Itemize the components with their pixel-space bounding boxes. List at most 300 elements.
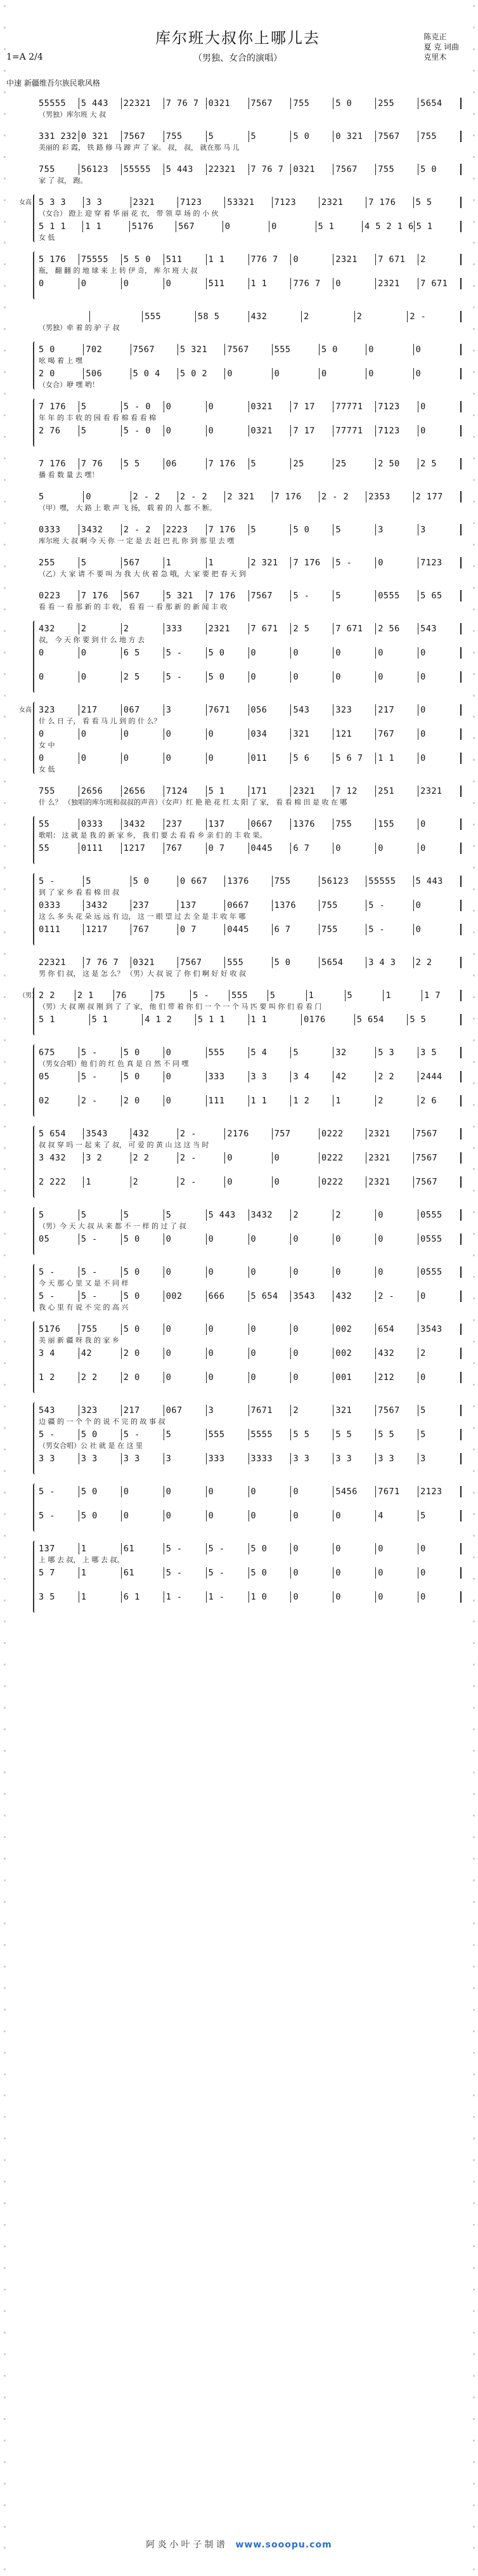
staff-line	[37, 1011, 462, 1025]
measure: 0	[414, 900, 462, 911]
measure: 42	[333, 1071, 376, 1082]
border-dot	[473, 695, 475, 697]
border-dot	[473, 1126, 475, 1127]
measure: 1217	[84, 924, 131, 935]
staff-line	[37, 1426, 462, 1440]
border-dot	[473, 910, 475, 912]
measure: 0	[249, 1372, 292, 1383]
measure: 1 0	[249, 1591, 292, 1603]
measure: 3 3	[79, 1453, 122, 1464]
staff-line	[37, 1044, 462, 1058]
score-system	[37, 954, 462, 978]
border-dot	[4, 1879, 6, 1881]
border-dot	[4, 630, 6, 632]
border-dot	[473, 608, 475, 610]
border-dot	[4, 1254, 6, 1256]
measure: 2 -	[376, 1291, 418, 1302]
measure: 0	[291, 1372, 333, 1383]
border-dot	[4, 501, 6, 503]
measure: 7567	[178, 957, 225, 968]
border-dot	[473, 975, 475, 976]
staff-line	[37, 1174, 462, 1188]
border-dot	[4, 2159, 6, 2161]
measure: 5 -	[37, 1486, 79, 1497]
measure: 567	[176, 221, 223, 232]
lyric-line: （男独）库尔班 大 叔	[39, 110, 106, 119]
measure: 55	[37, 818, 79, 830]
border-dot	[4, 2030, 6, 2032]
measure: 5	[418, 1429, 462, 1440]
measure: 432	[131, 1128, 178, 1140]
border-dot	[473, 1815, 475, 1817]
border-dot	[473, 2159, 475, 2161]
measure: 111	[207, 1095, 249, 1107]
measure: 5	[291, 1047, 333, 1058]
border-dot	[4, 1082, 6, 1084]
measure: 755	[376, 164, 418, 175]
border-dot	[4, 608, 6, 610]
border-dot	[4, 2310, 6, 2312]
measure: 5	[84, 876, 131, 887]
measure: 137	[37, 1543, 79, 1554]
lyric-line	[37, 1245, 462, 1255]
staff-line	[37, 341, 462, 355]
measure: 666	[207, 1291, 249, 1302]
border-dot	[4, 199, 6, 201]
border-dot	[473, 2396, 475, 2398]
border-dot	[473, 113, 475, 115]
measure: 0	[418, 1567, 462, 1579]
measure: 5 0	[418, 164, 462, 175]
border-dot	[473, 2440, 475, 2441]
lyric-line: 这 么 多 头 花 朵 远 远 有 边， 这 一 眼 望 过 去 全 是 丰 收 年 哪	[39, 912, 246, 921]
border-dot	[473, 1858, 475, 1860]
lyric-line	[37, 1521, 462, 1532]
measure: 0	[207, 1348, 249, 1359]
border-dot	[4, 2461, 6, 2463]
measure: 4 5 2 1 6	[363, 221, 415, 232]
measure: 0	[164, 1486, 207, 1497]
measure: 0321	[131, 957, 178, 968]
border-dot	[473, 1922, 475, 1924]
score-system	[37, 1207, 462, 1255]
measure: 0	[320, 368, 366, 379]
border-dot	[4, 178, 6, 180]
border-dot	[4, 2289, 6, 2290]
measure: 755	[333, 818, 376, 830]
measure: 5 -	[207, 1567, 249, 1579]
measure: 0111	[37, 924, 84, 935]
measure: 212	[376, 1372, 418, 1383]
measure: 5 0	[79, 1486, 122, 1497]
measure: 2321	[131, 197, 178, 208]
measure: 0333	[37, 524, 79, 536]
measure: 0	[225, 1176, 272, 1188]
measure: 7671	[207, 704, 249, 716]
lyric-line: 今 天 那 心 里 又 是 不 同 样	[39, 1279, 129, 1287]
measure: 001	[333, 1372, 376, 1383]
staff-line	[37, 621, 462, 634]
border-dot	[4, 1449, 6, 1450]
staff-line	[37, 308, 462, 322]
measure: 755	[164, 131, 207, 142]
measure: 555	[207, 1047, 249, 1058]
border-dot	[4, 780, 6, 782]
measure: 0	[207, 1324, 249, 1335]
measure: 61	[122, 1543, 164, 1554]
measure: 2 - 2	[178, 491, 225, 503]
measure: 5 -	[79, 1291, 122, 1302]
border-dot	[4, 414, 6, 416]
measure: 3 5	[37, 1591, 79, 1603]
measure: 2321	[366, 1152, 413, 1164]
measure: 1 -	[164, 1591, 207, 1603]
measure: 0	[207, 1486, 249, 1497]
score-system	[37, 161, 462, 185]
border-dot	[4, 1944, 6, 1946]
measure: 0555	[418, 1233, 462, 1245]
border-dot	[4, 2116, 6, 2118]
measure: 02	[37, 1095, 79, 1107]
measure: 0333	[79, 818, 122, 830]
border-dot	[473, 2052, 475, 2054]
border-dot	[4, 48, 6, 50]
measure: 3	[418, 524, 462, 536]
measure: 0	[207, 425, 249, 437]
measure: 0	[418, 843, 462, 854]
measure: 0	[79, 752, 122, 764]
border-dot	[473, 867, 475, 869]
staff-line	[37, 522, 462, 536]
measure: 255	[376, 98, 418, 109]
border-dot	[473, 1449, 475, 1450]
measure: 237	[164, 818, 207, 830]
measure: 1 -	[207, 1591, 249, 1603]
measure: 5 -	[79, 1047, 122, 1058]
measure: 5 -	[366, 900, 413, 911]
measure: 0	[418, 728, 462, 740]
measure: 0	[79, 728, 122, 740]
measure: 0	[333, 1266, 376, 1278]
measure: 0	[164, 728, 207, 740]
measure: 0	[333, 1543, 376, 1554]
measure: 3	[207, 1405, 249, 1416]
lyric-line: 到 了 家 乡 看 看 棉 田 叔	[39, 888, 119, 897]
border-dot	[4, 737, 6, 739]
measure: 5 1	[207, 785, 249, 797]
credit-line: 夏 克 词曲	[423, 43, 459, 51]
measure: 0222	[320, 1152, 366, 1164]
measure: 432	[333, 1291, 376, 1302]
measure: 755	[291, 98, 333, 109]
measure: 5456	[333, 1486, 376, 1497]
measure: 5 5	[414, 197, 462, 208]
left-dotted-border	[1, 0, 8, 2576]
measure: 0222	[320, 1128, 366, 1140]
footer-brand: 阿 炎 小 叶 子 制 谱	[146, 2540, 225, 2550]
measure: 543	[37, 1405, 79, 1416]
lyric-line	[37, 1082, 462, 1093]
measure: 2353	[366, 491, 413, 503]
score-system	[19, 702, 462, 774]
border-dot	[473, 479, 475, 481]
border-dot	[4, 1642, 6, 1644]
measure: 002	[333, 1348, 376, 1359]
measure: 0	[418, 704, 462, 716]
measure: 5 0	[333, 98, 376, 109]
staff-line	[37, 987, 462, 1001]
measure: 3	[164, 704, 207, 716]
measure: 2 -	[408, 311, 462, 322]
staff-line	[37, 840, 462, 854]
measure: 3 2	[84, 1152, 131, 1164]
score-system	[19, 987, 462, 1035]
lyric-line: 瓶， 翻 翻 的 地 球 来 上 转 伊 奇， 库 尔 班 大 叔	[39, 266, 198, 275]
lyric-line	[37, 1579, 462, 1589]
border-dot	[4, 1061, 6, 1063]
measure: 2	[291, 1209, 333, 1221]
measure: 5555	[249, 1429, 292, 1440]
measure: 2321	[333, 254, 376, 265]
staff-line	[37, 1589, 462, 1603]
border-dot	[473, 2504, 475, 2506]
measure: 55	[37, 843, 79, 854]
measure: 2444	[418, 1071, 462, 1082]
border-dot	[473, 2526, 475, 2528]
border-dot	[473, 2461, 475, 2463]
measure: 5 -	[79, 1071, 122, 1082]
staff-line	[37, 1450, 462, 1464]
staff-line	[37, 1321, 462, 1335]
measure: 55555	[122, 164, 164, 175]
measure: 1 1	[376, 752, 418, 764]
border-dot	[4, 759, 6, 761]
measure: 3	[376, 524, 418, 536]
measure: 237	[131, 900, 178, 911]
credit-line: 克里木	[423, 53, 447, 62]
measure: 5 -	[164, 1567, 207, 1579]
measure: 0	[333, 843, 376, 854]
measure: 067	[164, 1405, 207, 1416]
staff-line	[37, 588, 462, 601]
measure: 7 176	[366, 197, 413, 208]
measure: 3 4	[291, 1071, 333, 1082]
measure: 567	[122, 590, 164, 601]
border-dot	[4, 1556, 6, 1558]
measure: 0	[333, 1510, 376, 1521]
border-dot	[473, 1535, 475, 1537]
measure: 702	[84, 344, 131, 355]
border-dot	[473, 2353, 475, 2355]
measure: 4	[376, 1510, 418, 1521]
score-system	[37, 251, 462, 299]
border-dot	[4, 1664, 6, 1666]
lyric-line	[37, 437, 462, 447]
score-system	[37, 1402, 462, 1475]
border-dot	[4, 1535, 6, 1537]
measure: 3 3	[376, 1453, 418, 1464]
measure: 0	[207, 1372, 249, 1383]
measure: 0	[366, 368, 413, 379]
measure: 0 321	[333, 131, 376, 142]
border-dot	[473, 1039, 475, 1041]
page-subtitle: （男独、女合的演唱）	[193, 53, 282, 63]
border-dot	[4, 27, 6, 29]
border-dot	[473, 1190, 475, 1192]
measure: 7 17	[291, 401, 333, 412]
lyric-line: 男 你 们 叔， 这 是 怎 么？ （男）大 叔 说 了 你 们 啊 好 好 收 叔	[39, 969, 246, 978]
lyric-line	[37, 1383, 462, 1393]
border-dot	[473, 1018, 475, 1020]
measure: 0	[207, 1233, 249, 1245]
measure: 05	[37, 1233, 79, 1245]
lyric-line: （男）大 叔 刚 叔 刚 到 了 了 家， 他 们 带 着 你 们 一 个 一 个 马 匹 要 叫 你 们 看 看 门	[39, 1002, 322, 1011]
staff-line	[37, 921, 462, 935]
border-dot	[473, 1147, 475, 1149]
measure: 61	[122, 1567, 164, 1579]
measure: 7123	[376, 401, 418, 412]
lyric-line: 吆 喝 着 上 嘿	[39, 357, 82, 365]
lyric-line	[37, 854, 462, 864]
border-dot	[4, 2202, 6, 2204]
border-dot	[473, 27, 475, 29]
border-dot	[473, 1254, 475, 1256]
measure: 2	[302, 311, 355, 322]
measure: 002	[164, 1291, 207, 1302]
measure: 0	[207, 401, 249, 412]
measure: 2	[79, 623, 122, 634]
measure: 0	[376, 843, 418, 854]
measure: 2 321	[225, 491, 272, 503]
border-dot	[4, 1405, 6, 1407]
border-dot	[4, 350, 6, 352]
border-dot	[4, 2440, 6, 2441]
border-dot	[473, 1966, 475, 1968]
measure: 0	[273, 368, 320, 379]
measure: 2	[376, 1095, 418, 1107]
border-dot	[473, 156, 475, 158]
measure: 555	[225, 957, 272, 968]
measure: 5 5	[333, 1429, 376, 1440]
measure: 5 -	[79, 1266, 122, 1278]
measure: 2321	[320, 197, 366, 208]
measure: 25	[333, 458, 376, 470]
measure: 0	[122, 1510, 164, 1521]
border-dot	[4, 2332, 6, 2334]
measure: 7567	[414, 1176, 462, 1188]
measure: 3 4	[37, 1348, 79, 1359]
measure: 5 0	[291, 131, 333, 142]
staff-line	[37, 365, 462, 379]
border-dot	[4, 393, 6, 395]
measure: 2	[122, 623, 164, 634]
measure: 22321	[122, 98, 164, 109]
measure: 2 1	[75, 990, 114, 1001]
border-dot	[473, 1685, 475, 1687]
measure: 155	[376, 818, 418, 830]
measure: 5 0	[207, 671, 249, 683]
staff-line	[37, 456, 462, 470]
measure: 0	[37, 671, 79, 683]
lyric-line: 女 低	[39, 233, 55, 242]
measure: 3 5	[418, 1047, 462, 1058]
measure: 0	[207, 1266, 249, 1278]
measure: 0	[84, 491, 131, 503]
border-dot	[473, 135, 475, 136]
measure: 755	[37, 785, 79, 797]
measure: 5 0	[273, 957, 320, 968]
score-system	[37, 489, 462, 513]
measure: 1217	[122, 843, 164, 854]
measure: 5 -	[122, 1429, 164, 1440]
measure: 77771	[333, 401, 376, 412]
measure: 5 0	[79, 1429, 122, 1440]
measure: 5 1 1	[196, 1014, 249, 1025]
measure: 0	[333, 1567, 376, 1579]
measure: 0	[164, 1095, 207, 1107]
border-dot	[4, 306, 6, 308]
measure: 0	[333, 647, 376, 659]
measure: 1376	[225, 876, 272, 887]
measure: 5	[37, 1209, 79, 1221]
measure: 333	[207, 1453, 249, 1464]
measure: 7567	[333, 164, 376, 175]
measure: 7 76 7	[164, 98, 207, 109]
border-dot	[4, 910, 6, 912]
border-dot	[473, 630, 475, 632]
staff-line	[37, 489, 462, 503]
measure: 0176	[302, 1014, 355, 1025]
border-dot	[473, 759, 475, 761]
lyric-line	[37, 1164, 462, 1174]
lyric-line: （男独）牵 着 的 驴 子 叔	[39, 324, 120, 332]
measure: 3 3	[122, 1453, 164, 1464]
border-dot	[473, 1384, 475, 1386]
staff-line	[37, 1345, 462, 1359]
staff-line	[37, 275, 462, 289]
right-dotted-border	[470, 0, 477, 2576]
measure: 5 -	[164, 1543, 207, 1554]
border-dot	[473, 2332, 475, 2334]
border-dot	[473, 1341, 475, 1343]
border-dot	[473, 1771, 475, 1773]
border-dot	[4, 5, 6, 7]
border-dot	[473, 2138, 475, 2139]
score-system	[37, 1126, 462, 1198]
border-dot	[473, 2375, 475, 2377]
measure: 5	[164, 1429, 207, 1440]
score-system	[19, 194, 462, 242]
measure: 5	[333, 524, 376, 536]
border-dot	[4, 2483, 6, 2485]
measure: 0321	[291, 164, 333, 175]
measure: 5176	[37, 1324, 79, 1335]
staff-line	[37, 218, 462, 232]
measure: 0	[291, 1591, 333, 1603]
border-dot	[473, 2568, 475, 2570]
staff-line	[37, 897, 462, 911]
measure: 755	[418, 131, 462, 142]
measure: 3 4 3	[366, 957, 413, 968]
measure: 002	[333, 1324, 376, 1335]
border-dot	[4, 1492, 6, 1494]
border-dot	[473, 1319, 475, 1321]
measure: 555	[229, 990, 268, 1001]
measure: 171	[249, 785, 292, 797]
staff-line	[37, 1402, 462, 1416]
measure: 5176	[130, 221, 176, 232]
border-dot	[4, 1578, 6, 1580]
